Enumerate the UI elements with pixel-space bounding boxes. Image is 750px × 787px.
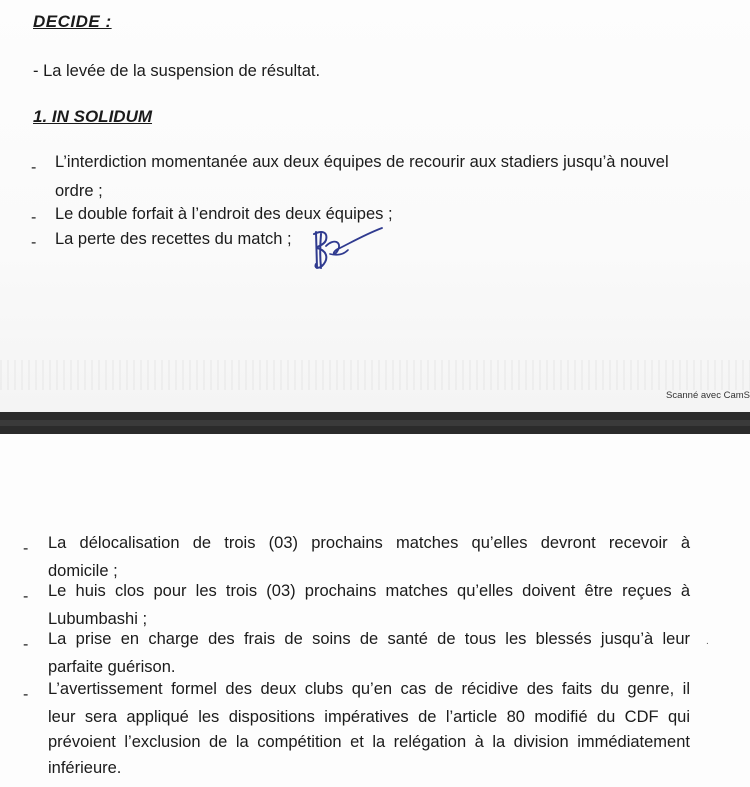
bullet-dash: -	[23, 588, 29, 605]
list-item-line: leur sera appliqué les dispositions impératives de l’article 80 modifié du CDF qui	[48, 708, 690, 726]
bullet-dash: -	[31, 209, 37, 226]
bullet-dash: -	[31, 159, 37, 176]
list-item-line: Le double forfait à l’endroit des deux équipes ;	[55, 205, 393, 223]
list-item-line: Lubumbashi ;	[48, 610, 148, 628]
bullet-dash: -	[23, 540, 29, 557]
list-item-line: parfaite guérison.	[48, 658, 176, 676]
list-item-line: Le huis clos pour les trois (03) prochains matches qu’elles doivent être reçues à	[48, 582, 690, 600]
list-item-line: ordre ;	[55, 182, 103, 200]
handwritten-signature	[308, 224, 388, 274]
list-item-line: L’interdiction momentanée aux deux équipes de recourir aux stadiers jusqu’à nouvel	[55, 153, 669, 171]
list-item-line: La prise en charge des frais de soins de santé de tous les blessés jusqu’à leur	[48, 630, 690, 648]
page-separator	[0, 412, 750, 434]
list-item-line: La perte des recettes du match ;	[55, 230, 292, 248]
stray-mark: .	[706, 636, 709, 647]
bullet-dash: -	[31, 234, 37, 251]
list-item-line: prévoient l’exclusion de la compétition et la relégation à la division immédiatement	[48, 733, 690, 751]
decision-heading: DECIDE :	[33, 12, 112, 31]
bullet-dash: -	[23, 636, 29, 653]
section-title: 1. IN SOLIDUM	[33, 107, 153, 126]
scanner-watermark: Scanné avec CamS	[666, 390, 750, 401]
separator-highlight	[0, 420, 750, 426]
list-item-line: L’avertissement formel des deux clubs qu’en cas de récidive des faits du genre, il	[48, 680, 690, 698]
list-item-line: La délocalisation de trois (03) prochains matches qu’elles devront recevoir à	[48, 534, 690, 552]
intro-line: - La levée de la suspension de résultat.	[33, 62, 321, 80]
list-item-line: inférieure.	[48, 759, 122, 777]
bullet-dash: -	[23, 686, 29, 703]
scan-grain	[0, 360, 750, 390]
list-item-line: domicile ;	[48, 562, 118, 580]
